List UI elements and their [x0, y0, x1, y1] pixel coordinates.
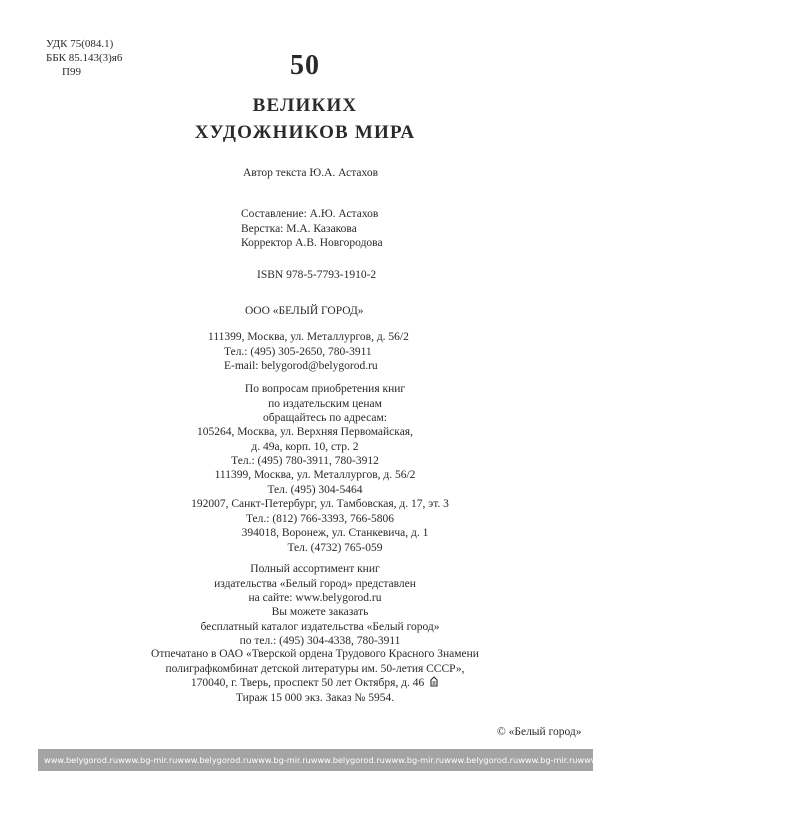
bbk-code: ББК 85.143(3)я6 — [46, 52, 123, 64]
strip-url: www.belygorod.ru — [177, 755, 252, 765]
footer-url-strip — [38, 749, 785, 771]
printing-block — [120, 647, 510, 705]
publisher-contacts — [208, 330, 409, 374]
address-line: 105264, Москва, ул. Верхняя Первомайская, — [197, 426, 413, 438]
catalog-order-line: Вы можете заказать — [271, 606, 369, 618]
book-number: 50 — [290, 50, 320, 81]
assortment-block — [180, 562, 450, 606]
assortment-line: издательства «Белый город» представлен — [214, 577, 416, 590]
credit-compiler: Составление: А.Ю. Астахов — [241, 208, 379, 220]
address-phone: Тел.: (495) 780-3911, 780-3912 — [231, 455, 379, 468]
strip-url: www.belygorod.ru — [577, 755, 652, 765]
purchase-intro — [200, 382, 450, 426]
strip-url: www.belygorod.ru — [710, 755, 785, 765]
purchase-intro-line: обращайтесь по адресам: — [263, 412, 387, 425]
address-phone: Тел.: (812) 766-3393, 766-5806 — [245, 512, 395, 525]
credits-block — [241, 207, 383, 251]
printing-address — [120, 676, 510, 691]
strip-url: www.bg-mir.ru — [251, 755, 311, 765]
publisher-name: ООО «БЕЛЫЙ ГОРОД» — [245, 305, 364, 317]
printing-line: полиграфкомбинат детской литературы им. 50-летия СССР», — [165, 662, 465, 675]
strip-url: www.belygorod.ru — [310, 755, 385, 765]
strip-url: www.bg-mir.ru — [651, 755, 711, 765]
book-title-line1: ВЕЛИКИХ — [252, 95, 358, 116]
assortment-website: на сайте: www.belygorod.ru — [248, 592, 382, 605]
strip-url: www.belygorod.ru — [444, 755, 519, 765]
address-phone: Тел. (4732) 765-059 — [287, 541, 383, 554]
purchase-address-3 — [155, 497, 485, 526]
udk-code: УДК 75(084.1) — [46, 38, 114, 50]
address-line: 111399, Москва, ул. Металлургов, д. 56/2 — [214, 469, 416, 481]
printing-run: Тираж 15 000 экз. Заказ № 5954. — [235, 691, 395, 704]
assortment-line: Полный ассортимент книг — [250, 563, 380, 575]
publisher-address: 111399, Москва, ул. Металлургов, д. 56/2 — [208, 331, 409, 343]
purchase-address-2 — [160, 468, 470, 497]
printing-line: Отпечатано в ОАО «Тверской ордена Трудового Красного Знамени — [151, 648, 479, 660]
address-line: 192007, Санкт-Петербург, ул. Тамбовская, д. 17, эт. 3 — [191, 498, 449, 510]
catalog-order-block — [170, 605, 470, 649]
catalog-order-phone: по тел.: (495) 304-4338, 780-3911 — [239, 635, 401, 648]
strip-url: www.bg-mir.ru — [118, 755, 178, 765]
strip-url: www.belygorod.ru — [44, 755, 119, 765]
address-phone: Тел. (495) 304-5464 — [267, 483, 363, 496]
strip-url: www.bg-mir.ru — [518, 755, 578, 765]
isbn: ISBN 978-5-7793-1910-2 — [257, 269, 377, 281]
publisher-phone: Тел.: (495) 305-2650, 780-3911 — [224, 345, 372, 358]
printing-address-text: 170040, г. Тверь, проспект 50 лет Октября, д. 46 — [190, 677, 425, 690]
author-mark: П99 — [62, 66, 81, 78]
purchase-address-1 — [140, 425, 470, 469]
publisher-email: E-mail: belygorod@belygorod.ru — [224, 360, 378, 373]
author-line: Автор текста Ю.А. Астахов — [243, 167, 379, 179]
catalog-codes — [46, 37, 122, 79]
printer-mark-icon — [429, 676, 439, 687]
address-line: д. 49а, корп. 10, стр. 2 — [251, 440, 359, 453]
catalog-order-line: бесплатный каталог издательства «Белый город» — [200, 620, 440, 633]
copyright: © «Белый город» — [497, 726, 582, 738]
purchase-intro-line: по издательским ценам — [268, 397, 382, 410]
credit-layout: Верстка: М.А. Казакова — [241, 222, 357, 235]
credit-proofreader: Корректор А.В. Новгородова — [241, 237, 383, 250]
purchase-address-4 — [180, 526, 490, 555]
book-title-line2: ХУДОЖНИКОВ МИРА — [194, 122, 416, 143]
purchase-intro-line: По вопросам приобретения книг — [244, 383, 406, 395]
address-line: 394018, Воронеж, ул. Станкевича, д. 1 — [241, 527, 429, 539]
strip-url: www.bg-mir.ru — [384, 755, 445, 765]
